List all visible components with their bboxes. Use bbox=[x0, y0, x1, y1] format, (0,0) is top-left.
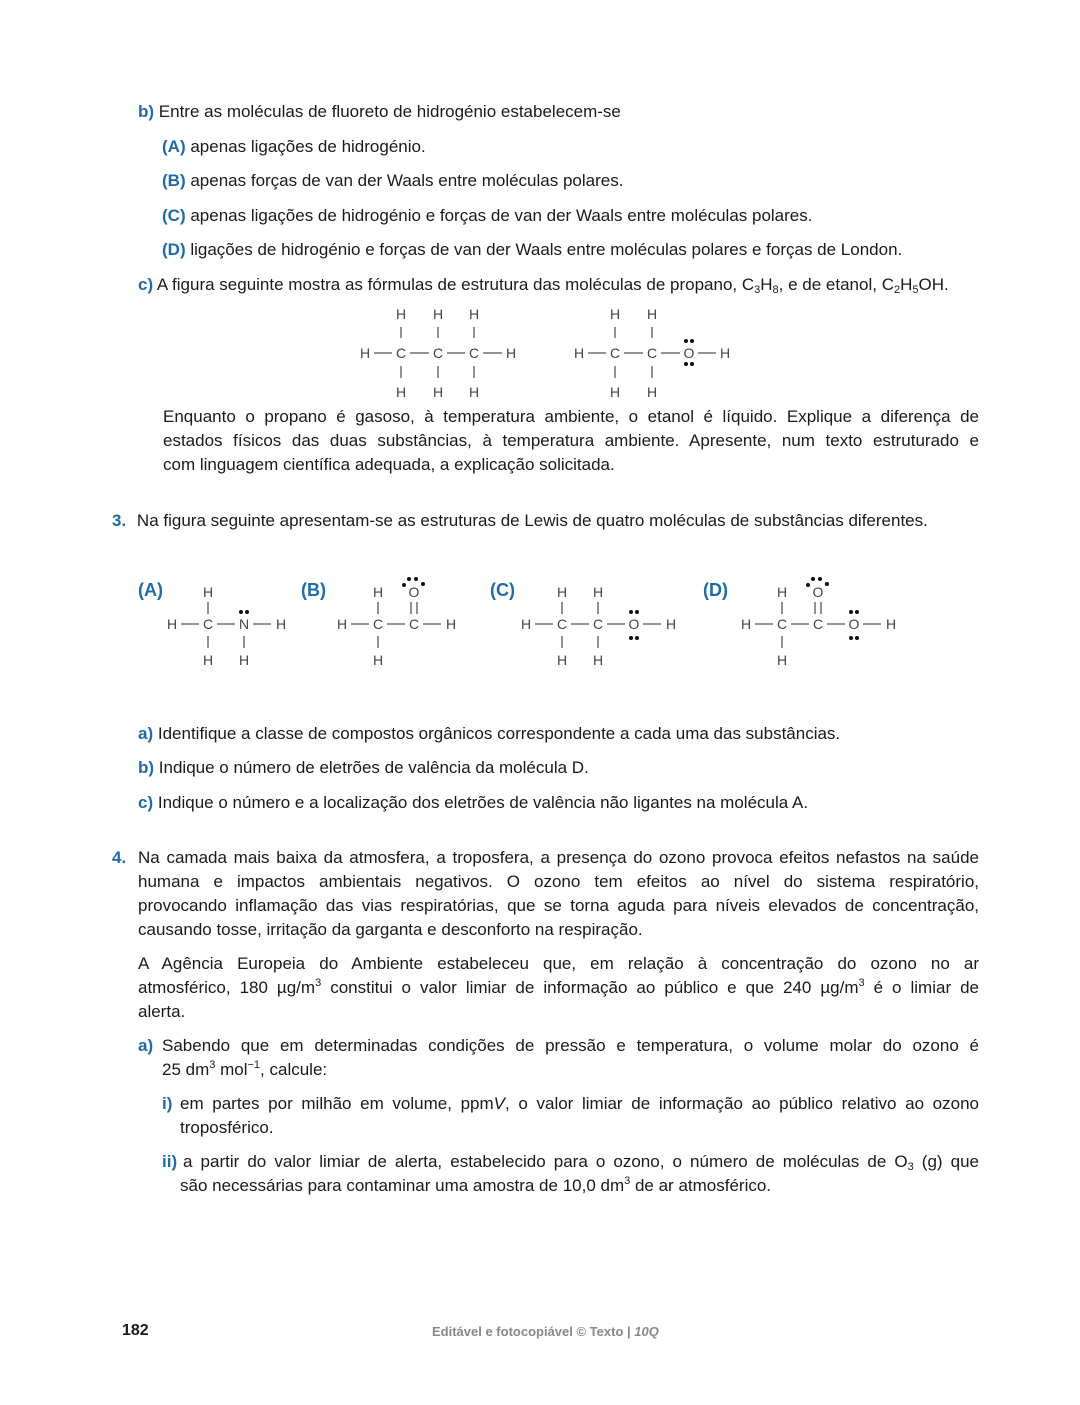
option-text: apenas ligações de hidrogénio e forças de van der Waals entre moléculas polares. bbox=[190, 206, 813, 225]
superscript: 3 bbox=[315, 977, 322, 989]
propane-ethanol-structural-formulas bbox=[350, 300, 750, 410]
q4aii-text bbox=[180, 1150, 979, 1198]
paragraph-line bbox=[183, 1150, 979, 1174]
item-text: Indique o número e a localização dos eletrões de valência não ligantes na molécula A. bbox=[157, 793, 809, 812]
svg-text:H: H bbox=[609, 384, 621, 400]
text: OH. bbox=[918, 275, 949, 294]
svg-text:C: C bbox=[468, 345, 480, 361]
text: 25 dm bbox=[162, 1060, 210, 1079]
svg-text:H: H bbox=[468, 384, 480, 400]
svg-text:H: H bbox=[445, 616, 457, 632]
svg-text:H: H bbox=[740, 616, 752, 632]
paragraph-line: provocando inflamação das vias respiratórias, que se torna aguda para níveis elevados de concentração, bbox=[138, 896, 979, 915]
subscript: 2 bbox=[893, 284, 901, 296]
svg-text:H: H bbox=[719, 345, 731, 361]
svg-text:H: H bbox=[202, 652, 214, 668]
q2b-option-a bbox=[162, 135, 426, 159]
paragraph-line bbox=[162, 1058, 979, 1082]
svg-text:C: C bbox=[592, 616, 604, 632]
text: é o limiar de bbox=[864, 978, 980, 997]
item-key: c) bbox=[138, 793, 154, 812]
text: , e de etanol, C bbox=[778, 275, 894, 294]
svg-text:H: H bbox=[275, 616, 287, 632]
question-number: 4. bbox=[112, 848, 127, 867]
q2b-stem bbox=[138, 100, 621, 124]
paragraph-line: troposférico. bbox=[180, 1118, 274, 1137]
text: A figura seguinte mostra as fórmulas de estrutura das moléculas de propano, C bbox=[156, 275, 755, 294]
svg-text:H: H bbox=[505, 345, 517, 361]
svg-text:H: H bbox=[372, 584, 384, 600]
text: de ar atmosférico. bbox=[630, 1176, 772, 1195]
molecule-b-label: (B) bbox=[301, 580, 326, 600]
text: V bbox=[493, 1094, 505, 1113]
svg-text:C: C bbox=[408, 616, 420, 632]
text: , o valor limiar de informação ao público relativo ao ozono bbox=[505, 1094, 979, 1113]
svg-text:N: N bbox=[238, 616, 250, 632]
svg-text:O: O bbox=[848, 616, 860, 632]
footer-copyright bbox=[432, 1324, 659, 1339]
text: Editável e fotocopiável © Texto | bbox=[432, 1324, 635, 1339]
svg-text:H: H bbox=[665, 616, 677, 632]
q2b-label: b) bbox=[138, 102, 155, 121]
svg-text:C: C bbox=[812, 616, 824, 632]
svg-text:C: C bbox=[372, 616, 384, 632]
svg-text:H: H bbox=[202, 584, 214, 600]
svg-text:C: C bbox=[202, 616, 214, 632]
svg-text:H: H bbox=[556, 652, 568, 668]
q4-paragraph-1 bbox=[138, 846, 979, 942]
text: são necessárias para contaminar uma amostra de 10,0 dm bbox=[180, 1176, 625, 1195]
svg-text:H: H bbox=[432, 306, 444, 322]
paragraph-line: A Agência Europeia do Ambiente estabeleceu que, em relação à concentração do ozono no ar bbox=[138, 954, 979, 973]
superscript: 3 bbox=[624, 1175, 631, 1187]
svg-text:O: O bbox=[683, 345, 695, 361]
molecule-d-label: (D) bbox=[703, 580, 728, 600]
svg-text:O: O bbox=[628, 616, 640, 632]
subscript: 3 bbox=[754, 284, 761, 296]
svg-text:H: H bbox=[592, 652, 604, 668]
paragraph-line bbox=[180, 1092, 979, 1116]
svg-text:H: H bbox=[609, 306, 621, 322]
svg-text:H: H bbox=[556, 584, 568, 600]
question-number: 3. bbox=[112, 511, 127, 530]
molecule-a-label: (A) bbox=[138, 580, 163, 600]
q3-item-b bbox=[138, 756, 589, 780]
option-key: (C) bbox=[162, 206, 186, 225]
q3-item-a bbox=[138, 722, 840, 746]
text: constitui o valor limiar de informação ao público e que 240 µg/m bbox=[321, 978, 859, 997]
subscript: 8 bbox=[772, 284, 779, 296]
svg-text:H: H bbox=[646, 384, 658, 400]
q4a-text bbox=[162, 1034, 979, 1082]
item-key: a) bbox=[138, 724, 154, 743]
superscript: 3 bbox=[209, 1059, 216, 1071]
text: H bbox=[900, 275, 913, 294]
text: a partir do valor limiar de alerta, estabelecido para o ozono, o número de moléculas de O bbox=[183, 1152, 908, 1171]
svg-text:H: H bbox=[776, 652, 788, 668]
molecule-c-label: (C) bbox=[490, 580, 515, 600]
svg-text:H: H bbox=[885, 616, 897, 632]
q2c-label: c) bbox=[138, 275, 154, 294]
svg-text:C: C bbox=[556, 616, 568, 632]
q2b-option-c bbox=[162, 204, 812, 228]
svg-text:O: O bbox=[812, 584, 824, 600]
svg-text:H: H bbox=[395, 306, 407, 322]
paragraph-line bbox=[180, 1174, 979, 1198]
paragraph-line bbox=[138, 976, 979, 1000]
svg-text:H: H bbox=[592, 584, 604, 600]
q4a-key: a) bbox=[138, 1036, 154, 1055]
svg-text:H: H bbox=[520, 616, 532, 632]
text: (g) que bbox=[913, 1152, 979, 1171]
q4-paragraph-2 bbox=[138, 952, 979, 1024]
item-text: Indique o número de eletrões de valência da molécula D. bbox=[158, 758, 589, 777]
q3-stem-text: Na figura seguinte apresentam-se as estruturas de Lewis de quatro moléculas de substâncias diferentes. bbox=[136, 511, 928, 530]
superscript: 3 bbox=[858, 977, 865, 989]
svg-text:C: C bbox=[646, 345, 658, 361]
q3-item-c bbox=[138, 791, 808, 815]
svg-text:H: H bbox=[776, 584, 788, 600]
option-key: (A) bbox=[162, 137, 186, 156]
svg-text:H: H bbox=[646, 306, 658, 322]
text: H bbox=[760, 275, 773, 294]
paragraph-line: com linguagem científica adequada, a explicação solicitada. bbox=[163, 455, 615, 474]
paragraph-line: Na camada mais baixa da atmosfera, a troposfera, a presença do ozono provoca efeitos nefastos na saúde bbox=[138, 848, 979, 867]
svg-text:H: H bbox=[336, 616, 348, 632]
item-key: b) bbox=[138, 758, 155, 777]
svg-text:H: H bbox=[372, 652, 384, 668]
option-text: apenas forças de van der Waals entre moléculas polares. bbox=[190, 171, 624, 190]
lewis-structures-figure bbox=[160, 570, 920, 680]
text: em partes por milhão em volume, ppm bbox=[180, 1094, 494, 1113]
svg-text:O: O bbox=[408, 584, 420, 600]
text: , calcule: bbox=[260, 1060, 328, 1079]
svg-text:H: H bbox=[573, 345, 585, 361]
book-code: 10Q bbox=[634, 1324, 659, 1339]
paragraph-line: humana e impactos ambientais negativos. O ozono tem efeitos ao nível do sistema respiratório, bbox=[138, 872, 979, 891]
svg-text:H: H bbox=[395, 384, 407, 400]
svg-text:C: C bbox=[776, 616, 788, 632]
item-text: Identifique a classe de compostos orgânicos correspondente a cada uma das substâncias. bbox=[157, 724, 841, 743]
q3-stem bbox=[112, 509, 928, 533]
text: mol bbox=[215, 1060, 248, 1079]
q4ai-text bbox=[180, 1092, 979, 1140]
paragraph-line: alerta. bbox=[138, 1002, 186, 1021]
q2b-stem-text: Entre as moléculas de fluoreto de hidrogénio estabelecem-se bbox=[158, 102, 621, 121]
paragraph-line: Enquanto o propano é gasoso, à temperatura ambiente, o etanol é líquido. Explique a diferença de bbox=[163, 407, 979, 426]
svg-text:H: H bbox=[432, 384, 444, 400]
superscript: −1 bbox=[247, 1059, 261, 1071]
subscript: 5 bbox=[912, 284, 919, 296]
q2c-stem bbox=[138, 273, 949, 297]
svg-text:H: H bbox=[238, 652, 250, 668]
option-text: ligações de hidrogénio e forças de van der Waals entre moléculas polares e forças de London. bbox=[190, 240, 903, 259]
option-key: (B) bbox=[162, 171, 186, 190]
svg-text:H: H bbox=[166, 616, 178, 632]
svg-text:C: C bbox=[432, 345, 444, 361]
q4aii-key: ii) bbox=[162, 1152, 178, 1171]
page-number: 182 bbox=[122, 1322, 149, 1339]
q4ai-key: i) bbox=[162, 1094, 173, 1113]
option-text: apenas ligações de hidrogénio. bbox=[190, 137, 426, 156]
subscript: 3 bbox=[907, 1161, 914, 1173]
text: atmosférico, 180 µg/m bbox=[138, 978, 316, 997]
q2c-paragraph bbox=[163, 405, 979, 477]
option-key: (D) bbox=[162, 240, 186, 259]
svg-text:H: H bbox=[468, 306, 480, 322]
svg-text:H: H bbox=[359, 345, 371, 361]
paragraph-line: estados físicos das duas substâncias, à temperatura ambiente. Apresente, num texto estruturado e bbox=[163, 431, 979, 450]
paragraph-line: Sabendo que em determinadas condições de pressão e temperatura, o volume molar do ozono é bbox=[162, 1036, 979, 1055]
paragraph-line: causando tosse, irritação da garganta e desconforto na respiração. bbox=[138, 920, 643, 939]
q2b-option-d bbox=[162, 238, 902, 262]
q2b-option-b bbox=[162, 169, 623, 193]
svg-text:C: C bbox=[609, 345, 621, 361]
svg-text:C: C bbox=[395, 345, 407, 361]
